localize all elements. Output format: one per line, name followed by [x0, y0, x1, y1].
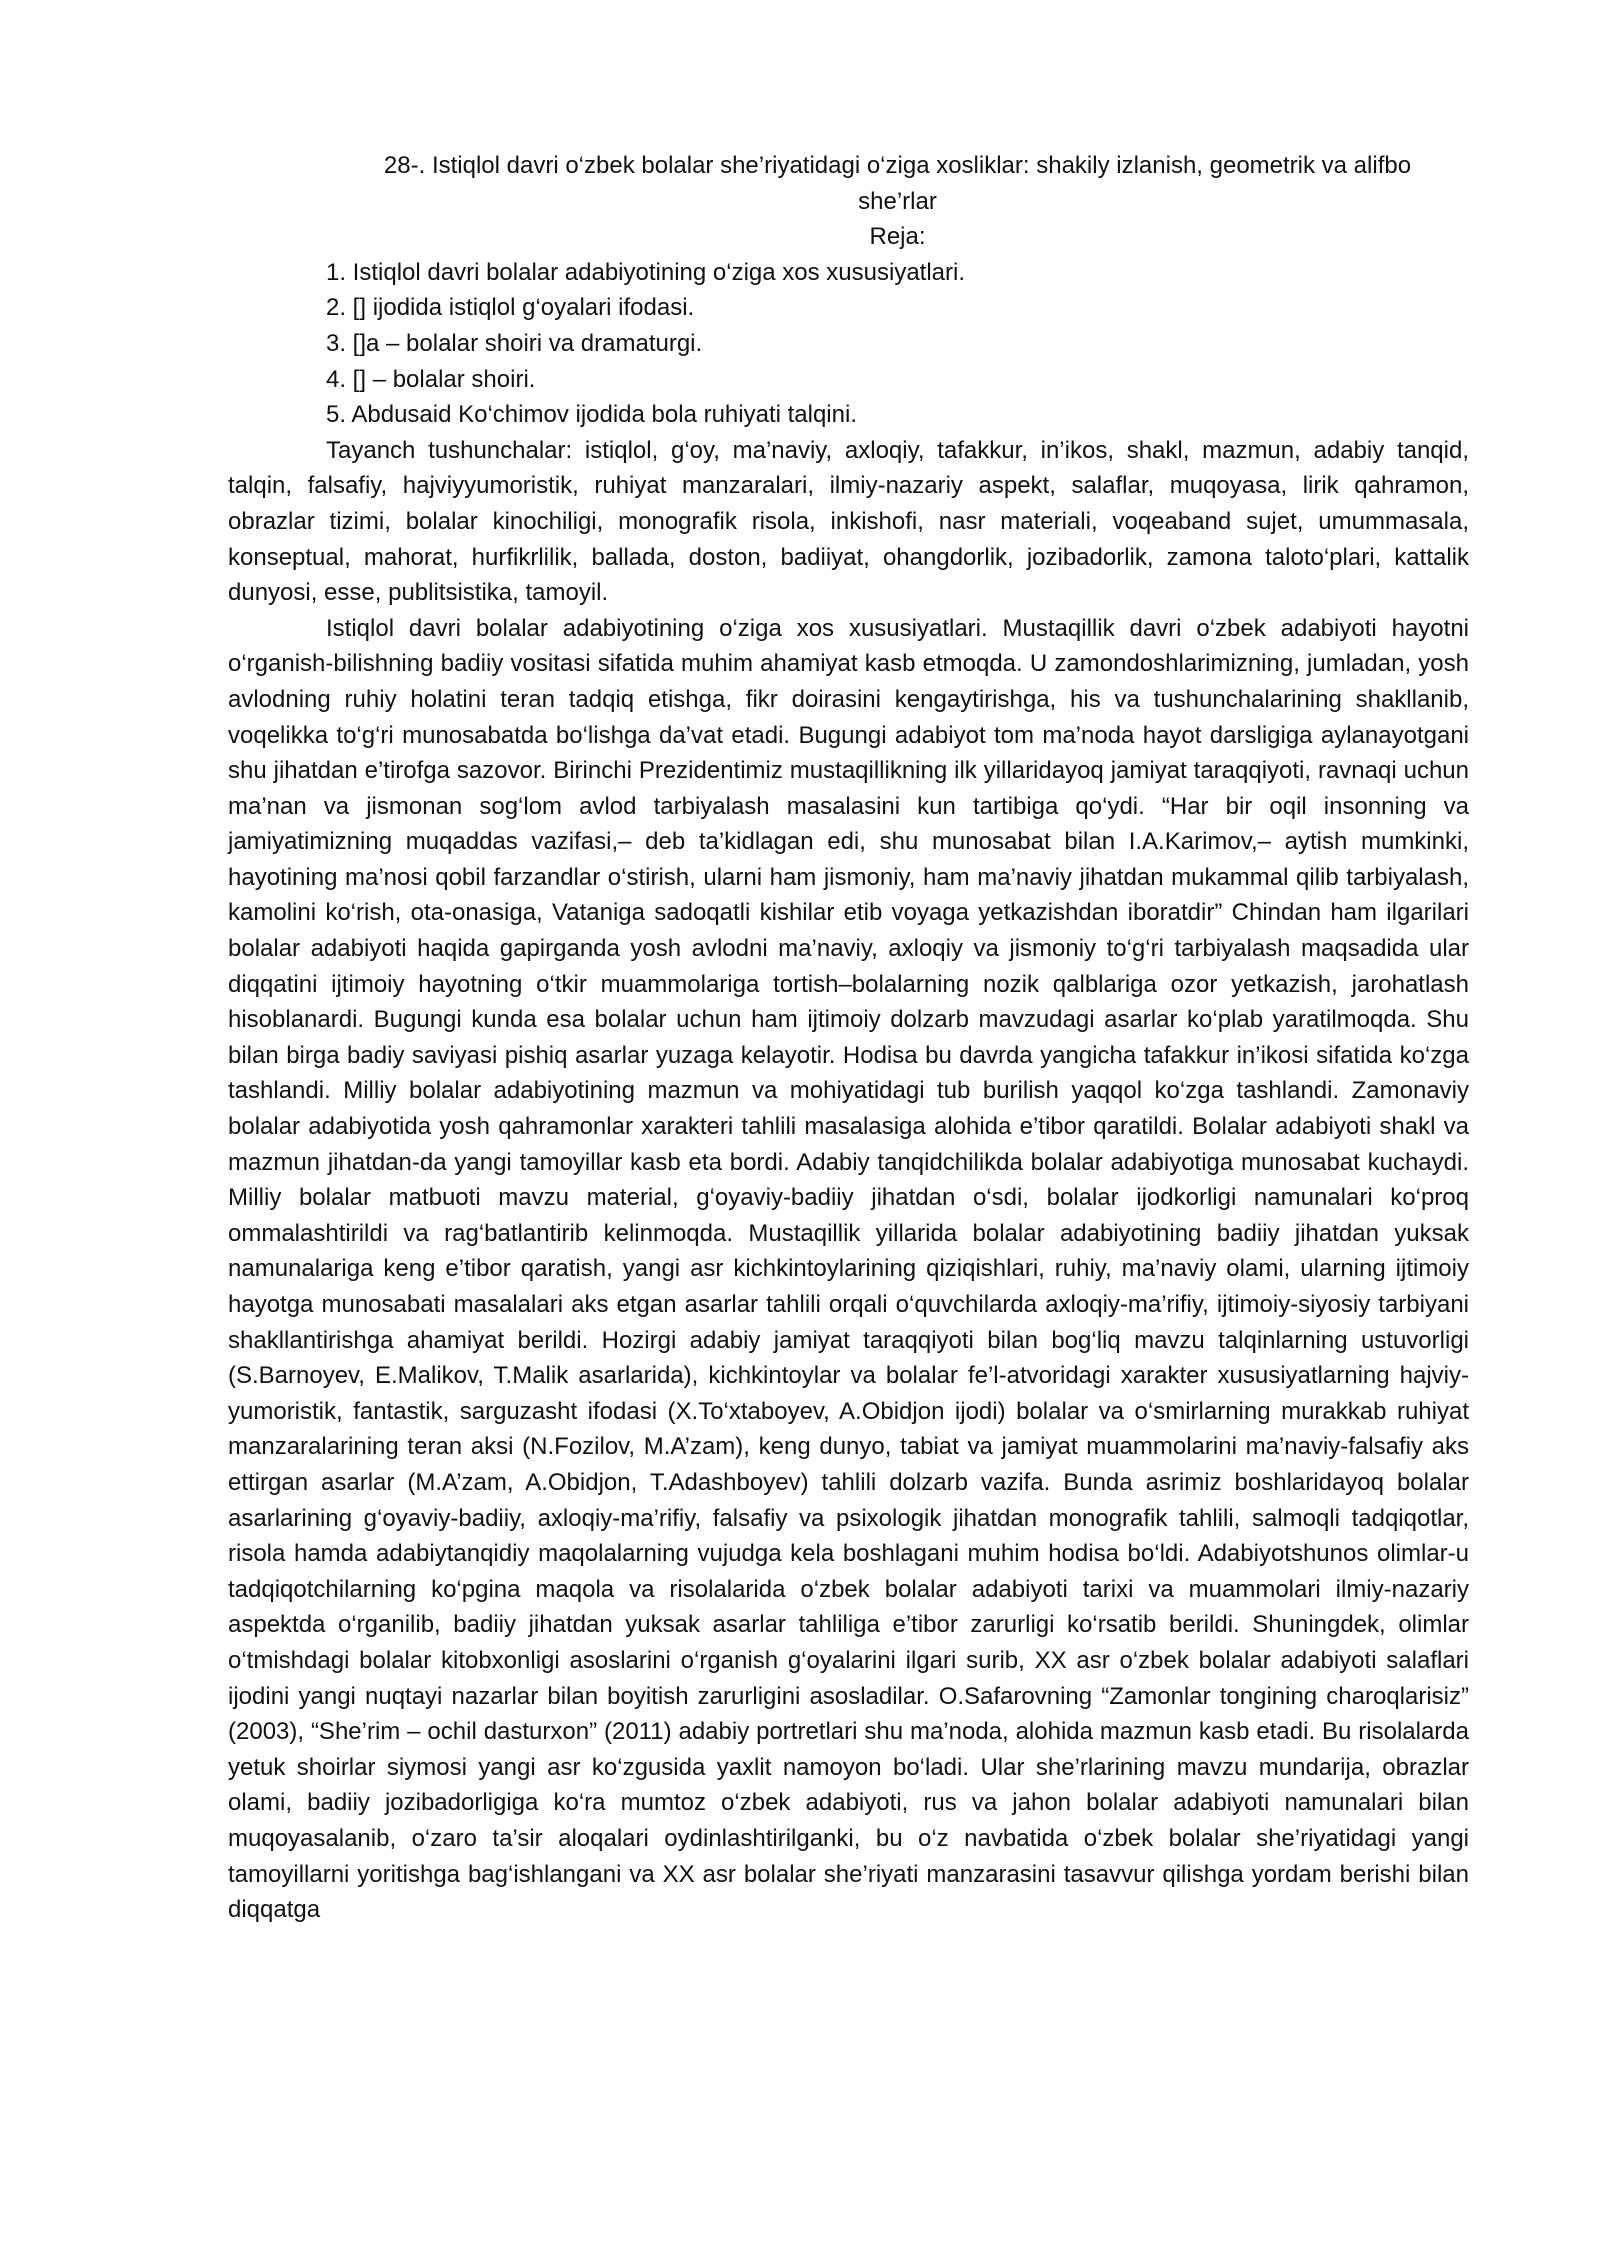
plan-list: [228, 255, 1469, 433]
title-line-1: 28-. Istiqlol davri o‘zbek bolalar she’riyatidagi o‘ziga xosliklar: shakily izlanish, geometrik va alifbo: [383, 152, 1412, 179]
plan-item-2: 2. [] ijodida istiqlol g‘oyalari ifodasi.: [326, 294, 695, 322]
plan-item-1: 1. Istiqlol davri bolalar adabiyotining o‘ziga xos xususiyatlari.: [326, 258, 965, 286]
plan-item-4: 4. [] – bolalar shoiri.: [326, 365, 536, 393]
document-title: [228, 148, 1469, 255]
title-line-2: she’rlar: [858, 187, 937, 215]
keywords-paragraph: Tayanch tushunchalar: istiqlol, g‘oy, ma’naviy, axloqiy, tafakkur, in’ikos, shakl, mazmun, adabiy tanqid, talqin, falsafiy, hajviyyumoristik, ruhiyat manzaralari, ilmiy-nazariy aspekt, salaflar, muqoyasa, lirik qahramon, obrazlar tizimi, bolalar kinochiligi, monografik risola, inkishofi, nasr materiali, voqeaband sujet, umummasala, konseptual, mahorat, hurfikrlilik, ballada, doston, badiiyat, ohangdorlik, jozibadorlik, zamona taloto‘plari, kattalik dunyosi, esse, publitsistika, tamoyil.: [228, 436, 1469, 607]
plan-item-5: 5. Abdusaid Ko‘chimov ijodida bola ruhiyati talqini.: [326, 401, 857, 429]
document-page: [228, 148, 1469, 1928]
body-paragraph: Istiqlol davri bolalar adabiyotining o‘ziga xos xususiyatlari. Mustaqillik davri o‘zbek adabiyoti hayotni o‘rganish-bilishning badiiy vositasi sifatida muhim ahamiyat kasb etmoqda. U zamondoshlarimizning, jumladan, yosh avlodning ruhiy holatini teran tadqiq etishga, fikr doirasini kengaytirishga, his va tushunchalarining shakllanib, voqelikka to‘g‘ri munosabatda bo‘lishga da’vat etadi. Bugungi adabiyot tom ma’noda hayot darsligiga aylanayotgani shu jihatdan e’tirofga sazovor. Birinchi Prezidentimiz mustaqillikning ilk yillaridayoq jamiyat taraqqiyoti, ravnaqi uchun ma’nan va jismonan sog‘lom avlod tarbiyalash masalasini kun tartibiga qo‘ydi. “Har bir oqil insonning va jamiyatimizning muqaddas vazifasi,– deb ta’kidlagan edi, shu munosabat bilan I.A.Karimov,– aytish mumkinki, hayotining ma’nosi qobil farzandlar o‘stirish, ularni ham jismoniy, ham ma’naviy jihatdan mukammal qilib tarbiyalash, kamolini ko‘rish, ota-onasiga, Vataniga sadoqatli kishilar etib voyaga yetkazishdan iboratdir” Chindan ham ilgarilari bolalar adabiyoti haqida gapirganda yosh avlodni ma’naviy, axloqiy va jismoniy to‘g‘ri tarbiyalash maqsadida ular diqqatini ijtimoiy hayotning o‘tkir muammolariga tortish–bolalarning nozik qalblariga ozor yetkazish, jarohatlash hisoblanardi. Bugungi kunda esa bolalar uchun ham ijtimoiy dolzarb mavzudagi asarlar ko‘plab yaratilmoqda. Shu bilan birga badiy saviyasi pishiq asarlar yuzaga kelayotir. Hodisa bu davrda yangicha tafakkur in’ikosi sifatida ko‘zga tashlandi. Milliy bolalar adabiyotining mazmun va mohiyatidagi tub burilish yaqqol ko‘zga tashlandi. Zamonaviy bolalar adabiyotida yosh qahramonlar xarakteri tahlili masalasiga alohida e’tibor qaratildi. Bolalar adabiyoti shakl va mazmun jihatdan-da yangi tamoyillar kasb eta bordi. Adabiy tanqidchilikda bolalar adabiyotiga munosabat kuchaydi. Milliy bolalar matbuoti mavzu material, g‘oyaviy-badiiy jihatdan o‘sdi, bolalar ijodkorligi namunalari ko‘proq ommalashtirildi va rag‘batlantirib kelinmoqda. Mustaqillik yillarida bolalar adabiyotining badiiy jihatdan yuksak namunalariga keng e’tibor qaratish, yangi asr kichkintoylarining qiziqishlari, ruhiy, ma’naviy olami, ularning ijtimoiy hayotga munosabati masalalari aks etgan asarlar tahlili orqali o‘quvchilarda axloqiy-ma’rifiy, ijtimoiy-siyosiy tarbiyani shakllantirishga ahamiyat berildi. Hozirgi adabiy jamiyat taraqqiyoti bilan bog‘liq mavzu talqinlarning ustuvorligi (S.Barnoyev, E.Malikov, T.Malik asarlarida), kichkintoylar va bolalar fe’l-atvoridagi xarakter xususiyatlarning hajviy-yumoristik, fantastik, sarguzasht ifodasi (X.To‘xtaboyev, A.Obidjon ijodi) bolalar va o‘smirlarning murakkab ruhiyat manzaralarining teran aksi (N.Fozilov, M.A’zam), keng dunyo, tabiat va jamiyat muammolarini ma’naviy-falsafiy aks ettirgan asarlar (M.A’zam, A.Obidjon, T.Adashboyev) tahlili dolzarb vazifa. Bunda asrimiz boshlaridayoq bolalar asarlarining g‘oyaviy-badiiy, axloqiy-ma’rifiy, falsafiy va psixologik jihatdan monografik tahlili, salmoqli tadqiqotlar, risola hamda adabiytanqidiy maqolalarning vujudga kela boshlagani muhim hodisa bo‘ldi. Adabiyotshunos olimlar-u tadqiqotchilarning ko‘pgina maqola va risolalarida o‘zbek bolalar adabiyoti tarixi va muammolari ilmiy-nazariy aspektda o‘rganilib, badiiy jihatdan yuksak asarlar tahliliga e’tibor zarurligi ko‘rsatib berildi. Shuningdek, olimlar o‘tmishdagi bolalar kitobxonligi asoslarini o‘rganish g‘oyalarini ilgari surib, XX asr o‘zbek bolalar adabiyoti salaflari ijodini yangi nuqtayi nazarlar bilan boyitish zarurligini asosladilar. O.Safarovning “Zamonlar tongining charoqlarisiz” (2003), “She’rim – ochil dasturxon” (2011) adabiy portretlari shu ma’noda, alohida mazmun kasb etadi. Bu risolalarda yetuk shoirlar siymosi yangi asr ko‘zgusida yaxlit namoyon bo‘ladi. Ular she’rlarining mavzu mundarija, obrazlar olami, badiiy jozibadorligiga ko‘ra mumtoz o‘zbek adabiyoti, rus va jahon bolalar adabiyoti namunalari bilan muqoyasalanib, o‘zaro ta’sir aloqalari oydinlashtirilganki, bu o‘z navbatida o‘zbek bolalar she’riyatidagi yangi tamoyillarni yoritishga bag‘ishlangani va XX asr bolalar she’riyati manzarasini tasavvur qilishga yordam berishi bilan diqqatga: [228, 614, 1469, 1924]
plan-item-3: 3. []a – bolalar shoiri va dramaturgi.: [326, 329, 703, 357]
plan-heading: Reja:: [869, 223, 926, 251]
